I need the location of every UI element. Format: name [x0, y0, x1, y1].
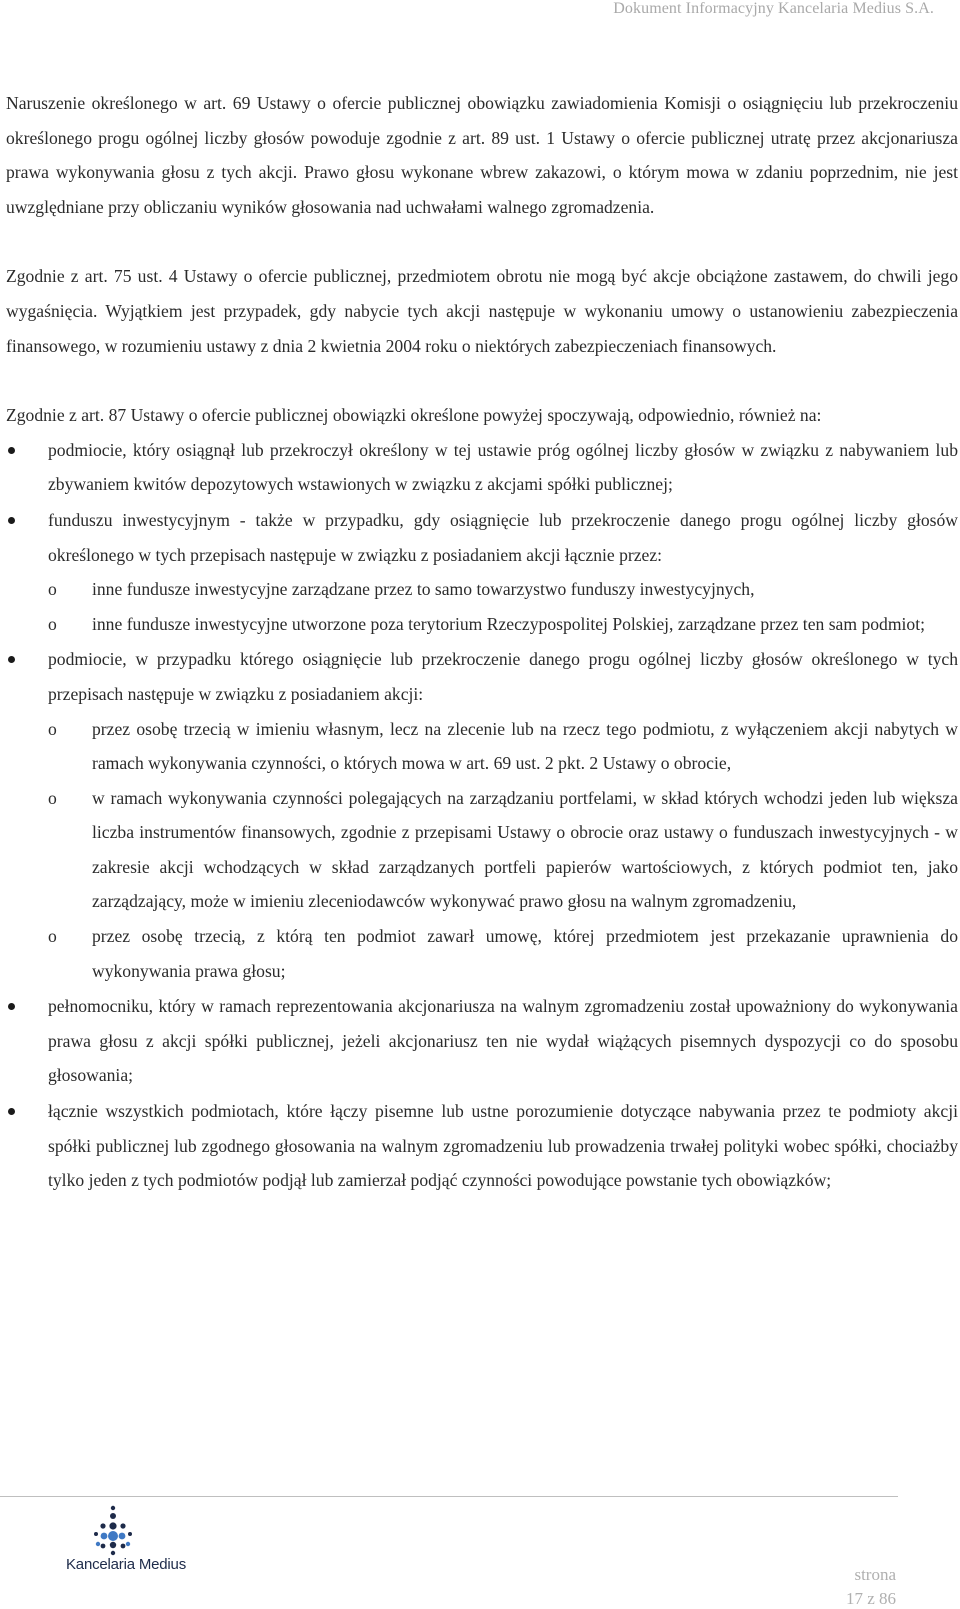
page-label: strona [854, 1565, 896, 1584]
list-item [6, 433, 958, 502]
sub-list-item-text: inne fundusze inwestycyjne zarządzane przez to samo towarzystwo funduszy inwestycyjnych, [92, 579, 755, 600]
paragraph: Naruszenie określonego w art. 69 Ustawy o ofercie publicznej obowiązku zawiadomienia Komisji o osiągnięciu lub przekroczeniu określonego progu ogólnej liczby głosów powoduje zgodnie z art. 89 ust. 1 Ustawy o ofercie publicznej utratę przez akcjonariusza prawa wykonywania głosu z tych akcji. Prawo głosu wykonane wbrew zakazowi, o którym mowa w zdaniu poprzednim, nie jest uwzględniane przy obliczaniu wyników głosowania nad uchwałami walnego zgromadzenia. [6, 93, 958, 217]
sub-list-item [48, 919, 958, 988]
running-header: Dokument Informacyjny Kancelaria Medius S.A. [613, 0, 934, 17]
paragraph: Zgodnie z art. 87 Ustawy o ofercie publicznej obowiązki określone powyżej spoczywają, odpowiednio, również na: [6, 405, 822, 426]
sub-list [48, 572, 958, 641]
bullet-icon [8, 1108, 15, 1115]
bullet-icon [8, 447, 15, 454]
bullet-icon [8, 1003, 15, 1010]
sub-list-item-text: w ramach wykonywania czynności polegających na zarządzaniu portfelami, w skład których wchodzi jeden lub większa liczba instrumentów finansowych, zgodnie z przepisami Ustawy o obrocie oraz ustawy o funduszach inwestycyjnych - w zakresie akcji wchodzących w skład zarządzanych portfeli papierów wartościowych, z których podmiot ten, jako zarządzający, może w imieniu zleceniodawców wykonywać prawo głosu na walnym zgromadzeniu, [92, 787, 958, 912]
list-item-text: podmiocie, w przypadku którego osiągnięcie lub przekroczenie danego progu ogólnej liczby głosów określonego w tych przepisach następuje w związku z posiadaniem akcji: [48, 649, 958, 704]
logo-text: Kancelaria Medius [66, 1556, 186, 1573]
sub-list-item-text: przez osobę trzecią w imieniu własnym, lecz na zlecenie lub na rzecz tego podmiotu, z wyłączeniem akcji nabytych w ramach wykonywania czynności, o których mowa w art. 69 ust. 2 pkt. 2 Ustawy o obrocie, [92, 718, 958, 774]
sub-list-item-text: przez osobę trzecią, z którą ten podmiot zawarł umowę, której przedmiotem jest przekazanie uprawnienia do wykonywania prawa głosu; [92, 926, 958, 981]
bullet-icon [8, 517, 15, 524]
list-item [6, 1094, 958, 1198]
page-number: 17 z 86 [845, 1589, 896, 1608]
sub-list-item [48, 572, 958, 607]
bullet-list [6, 433, 958, 1198]
sub-list-item [48, 712, 958, 781]
list-item-text: podmiocie, który osiągnął lub przekroczył określony w tej ustawie próg ogólnej liczby głosów w związku z nabywaniem lub zbywaniem kwitów depozytowych wstawionych w związku z akcjami spółki publicznej; [48, 439, 958, 495]
bullet-icon [8, 656, 15, 663]
document-body [6, 86, 958, 1198]
sub-list-item [48, 781, 958, 919]
list-item-text: funduszu inwestycyjnym - także w przypadku, gdy osiągnięcie lub przekroczenie danego progu ogólnej liczby głosów określonego w tych przepisach następuje w związku z posiadaniem akcji łącznie przez: [48, 509, 958, 565]
list-item [6, 989, 958, 1093]
sub-list-item-text: inne fundusze inwestycyjne utworzone poza terytorium Rzeczypospolitej Polskiej, zarządzane przez ten sam podmiot; [92, 613, 925, 634]
list-item-text: łącznie wszystkich podmiotach, które łączy pisemne lub ustne porozumienie dotyczące nabywania przez te podmioty akcji spółki publicznej lub zgodnego głosowania na walnym zgromadzeniu lub prowadzenia trwałej polityki wobec spółki, chociażby tylko jeden z tych podmiotów podjął lub zamierzał podjąć czynności powodujące powstanie tych obowiązków; [48, 1101, 958, 1191]
paragraph: Zgodnie z art. 75 ust. 4 Ustawy o ofercie publicznej, przedmiotem obrotu nie mogą być akcje obciążone zastawem, do chwili jego wygaśnięcia. Wyjątkiem jest przypadek, gdy nabycie tych akcji następuje w wykonaniu umowy o ustanowieniu zabezpieczenia finansowego, w rozumieniu ustawy z dnia 2 kwietnia 2004 roku o niektórych zabezpieczeniach finansowych. [6, 266, 958, 356]
footer-divider [0, 1496, 898, 1497]
sub-bullet-marker: o [48, 718, 57, 739]
sub-bullet-marker: o [48, 579, 57, 600]
list-item [6, 642, 958, 988]
sub-list [48, 712, 958, 989]
list-item [6, 503, 958, 641]
list-item-text: pełnomocniku, który w ramach reprezentowania akcjonariusza na walnym zgromadzeniu został upoważniony do wykonywania prawa głosu z akcji spółki publicznej, jeżeli akcjonariusz ten nie wydał wiążących pisemnych dyspozycji co do sposobu głosowania; [48, 996, 958, 1086]
sub-bullet-marker: o [48, 613, 57, 634]
sub-bullet-marker: o [48, 926, 57, 947]
sub-bullet-marker: o [48, 787, 57, 808]
sub-list-item [48, 607, 958, 642]
